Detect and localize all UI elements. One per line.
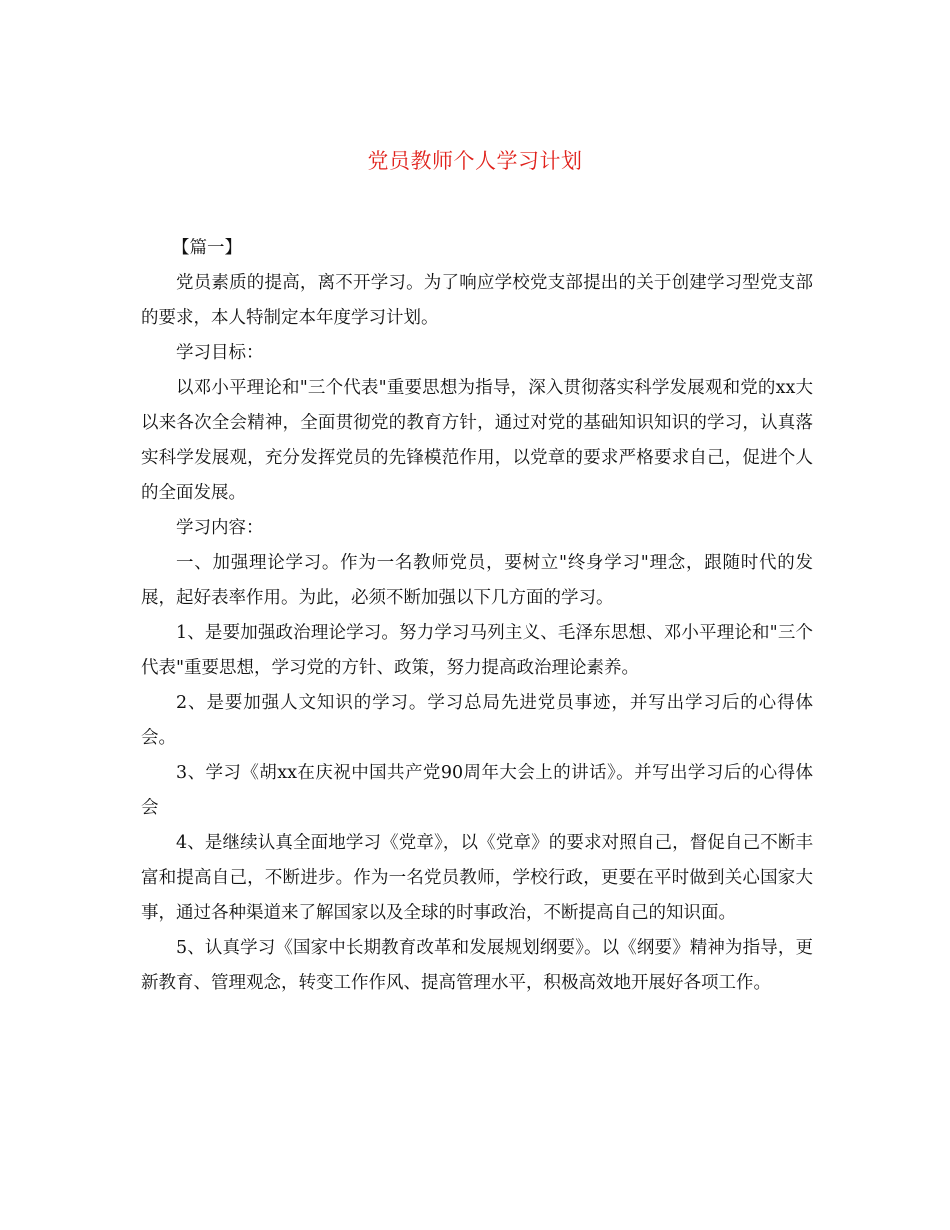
paragraph-theory-study: 一、加强理论学习。作为一名教师党员，要树立"终身学习"理念，跟随时代的发展，起好表率作用。为此，必须不断加强以下几方面的学习。 xyxy=(141,553,813,608)
heading-learning-content: 学习内容： xyxy=(176,518,264,538)
list-item-4: 4、是继续认真全面地学习《党章》，以《党章》的要求对照自己，督促自己不断丰富和提高自己，不断进步。作为一名党员教师，学校行政，更要在平时做到关心国家大事，通过各种渠道来了解国家以及全球的时事政治，不断提高自己的知识面。 xyxy=(141,833,813,923)
document-body xyxy=(141,231,813,1001)
section-heading: 【篇一】 xyxy=(172,238,242,258)
document-title: 党员教师个人学习计划 xyxy=(367,149,583,173)
paragraph-intro: 党员素质的提高，离不开学习。为了响应学校党支部提出的关于创建学习型党支部的要求，本人特制定本年度学习计划。 xyxy=(141,273,813,328)
list-item-2: 2、是要加强人文知识的学习。学习总局先进党员事迹，并写出学习后的心得体会。 xyxy=(141,693,813,748)
list-item-1: 1、是要加强政治理论学习。努力学习马列主义、毛泽东思想、邓小平理论和"三个代表"重要思想，学习党的方针、政策，努力提高政治理论素养。 xyxy=(141,623,813,678)
list-item-3: 3、学习《胡xx在庆祝中国共产党90周年大会上的讲话》。并写出学习后的心得体会 xyxy=(141,763,813,818)
paragraph-learning-goals: 以邓小平理论和"三个代表"重要思想为指导，深入贯彻落实科学发展观和党的xx大以来各次全会精神，全面贯彻党的教育方针，通过对党的基础知识知识的学习，认真落实科学发展观，充分发挥党员的先锋模范作用，以党章的要求严格要求自己，促进个人的全面发展。 xyxy=(141,378,813,503)
heading-learning-goals: 学习目标： xyxy=(176,343,264,363)
list-item-5: 5、认真学习《国家中长期教育改革和发展规划纲要》。以《纲要》精神为指导，更新教育、管理观念，转变工作作风、提高管理水平，积极高效地开展好各项工作。 xyxy=(141,938,813,993)
